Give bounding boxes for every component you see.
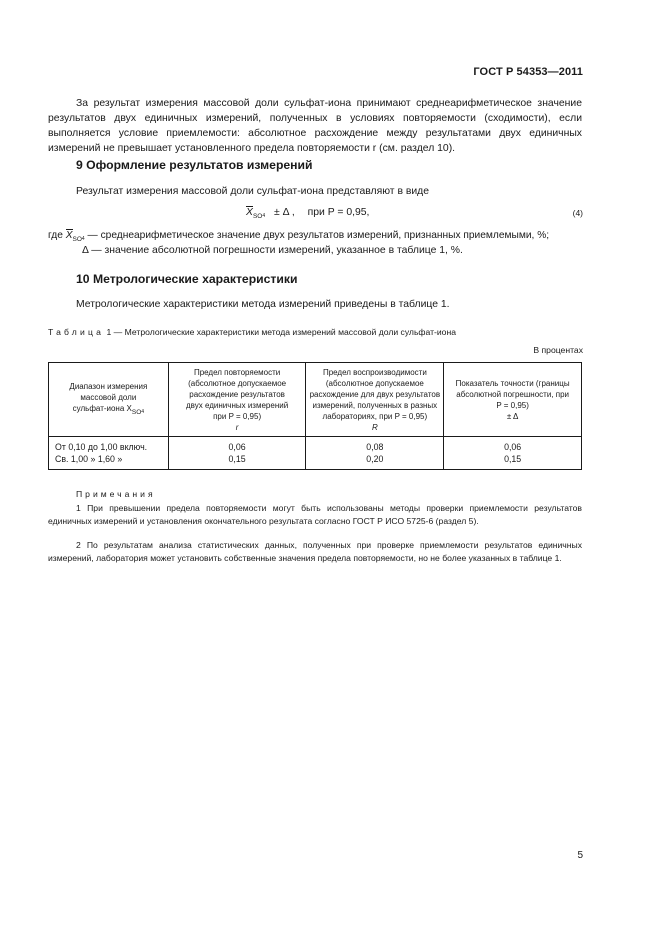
header-reproducibility: Предел воспроизводимости (абсолютное допускаемое расхождение для двух результатов измерений, полученных в разных лабораториях, при P = 0,95) R bbox=[306, 363, 444, 437]
standard-code: ГОСТ Р 54353—2011 bbox=[473, 66, 583, 78]
section-10-heading: 10 Метрологические характеристики bbox=[76, 272, 298, 286]
table-header-row bbox=[49, 363, 582, 437]
note-2: 2 По результатам анализа статистических данных, полученных при проверке приемлемости результатов единичных измерений, лаборатория может установить собственные значения предела повторяемости, но не более указанных в таблице 1. bbox=[48, 540, 582, 563]
cell-range: Св. 1,00 » 1,60 » bbox=[49, 453, 169, 470]
section-9-heading: 9 Оформление результатов измерений bbox=[76, 158, 313, 172]
cell-r: 0,15 bbox=[168, 453, 306, 470]
formula-mean-symbol: X bbox=[246, 207, 253, 218]
formula-plus-minus: ± Δ , bbox=[274, 207, 295, 218]
formula-condition: при P = 0,95, bbox=[307, 207, 370, 218]
cell-R: 0,08 bbox=[306, 437, 444, 454]
page-number: 5 bbox=[577, 850, 583, 861]
cell-R: 0,20 bbox=[306, 453, 444, 470]
table-units: В процентах bbox=[533, 345, 583, 355]
table-row bbox=[49, 453, 582, 470]
note-1: 1 При превышении предела повторяемости могут быть использованы методы проверки приемлемости результатов единичных измерений и установления окончательного результата согласно ГОСТ Р ИСО 5725-6 (раздел 5). bbox=[48, 503, 582, 526]
equation-number: (4) bbox=[572, 208, 583, 218]
section-9-lead: Результат измерения массовой доли сульфат-иона представляют в виде bbox=[76, 186, 430, 197]
formula-4: $X_{SO}4 \pm \Delta$ , при P = 0,95, bbox=[246, 207, 370, 220]
table-row bbox=[49, 437, 582, 454]
cell-r: 0,06 bbox=[168, 437, 306, 454]
cell-delta: 0,06 bbox=[444, 437, 582, 454]
cell-range: От 0,10 до 1,00 включ. bbox=[49, 437, 169, 454]
notes-title: Примечания bbox=[76, 489, 156, 499]
header-range: Диапазон измерения массовой доли сульфат-иона $X_{SO4}$ bbox=[49, 363, 169, 437]
header-accuracy: Показатель точности (границы абсолютной погрешности, при P = 0,95) ± Δ bbox=[444, 363, 582, 437]
table-caption: Таблица 1 — Метрологические характеристики метода измерений массовой доли сульфат-иона bbox=[48, 327, 456, 337]
section-10-lead: Метрологические характеристики метода измерений приведены в таблице 1. bbox=[76, 299, 450, 310]
header-repeatability: Предел повторяемости (абсолютное допускаемое расхождение результатов двух единичных измерений при P = 0,95) r bbox=[168, 363, 306, 437]
metrology-table bbox=[48, 362, 582, 470]
intro-paragraph: За результат измерения массовой доли сульфат-иона принимают среднеарифметическое значение результатов двух единичных измерений, полученных в условиях повторяемости (сходимости), если выполняется условие приемлемости: абсолютное расхождение между результатами двух единичных измерений не превышает установленного предела повторяемости r (см. раздел 10). bbox=[48, 98, 582, 154]
cell-delta: 0,15 bbox=[444, 453, 582, 470]
definition-delta: Δ — значение абсолютной погрешности измерений, указанное в таблице 1, %. bbox=[82, 245, 463, 256]
definition-mean: где $X_{SO}4$ — среднеарифметическое значение двух результатов измерений, признанных приемлемыми, %; bbox=[48, 230, 550, 243]
